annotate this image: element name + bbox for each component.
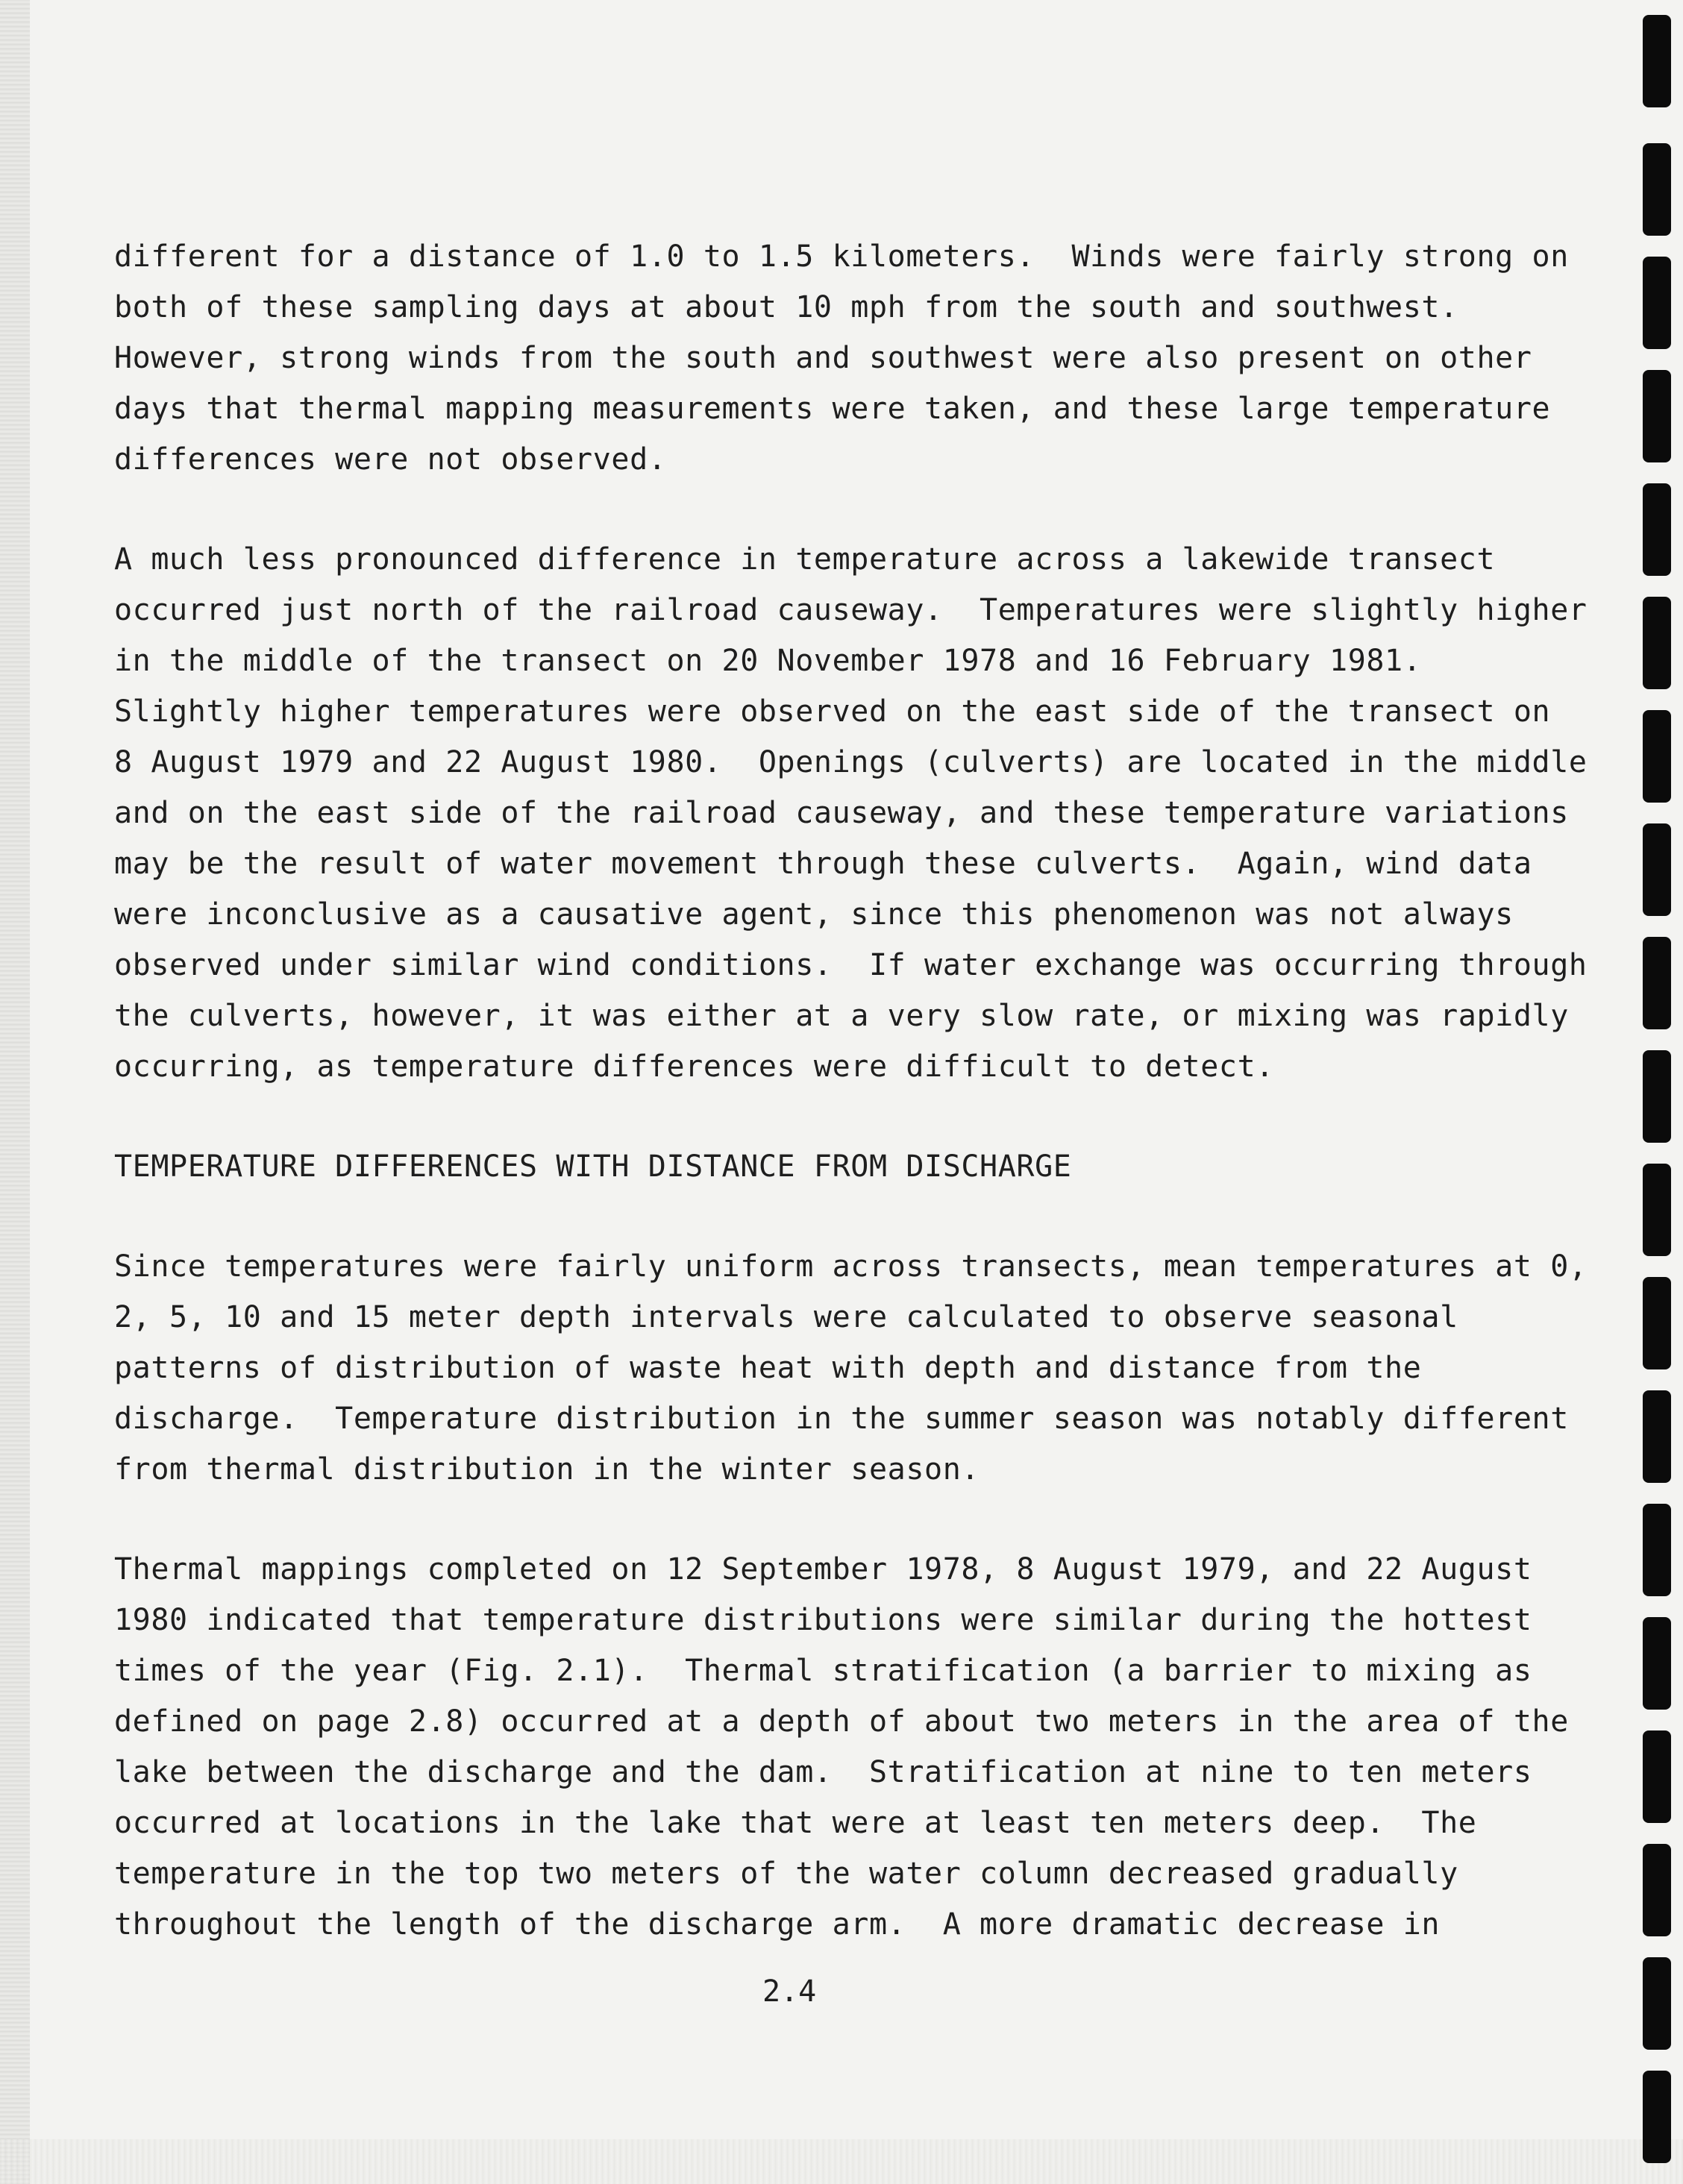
- paragraph-4: [114, 1544, 1569, 1950]
- text-line: Since temperatures were fairly uniform across transects, mean temperatures at 0,: [114, 1249, 1588, 1284]
- page-number: 2.4: [762, 1974, 817, 2009]
- text-line: 2, 5, 10 and 15 meter depth intervals were calculated to observe seasonal: [114, 1300, 1458, 1334]
- text-line: discharge. Temperature distribution in the summer season was notably different: [114, 1402, 1569, 1436]
- punch-hole: [1643, 1050, 1671, 1143]
- punch-hole: [1643, 1504, 1671, 1596]
- text-line: patterns of distribution of waste heat with depth and distance from the: [114, 1351, 1422, 1385]
- paragraph-1: [114, 231, 1569, 485]
- scan-edge-bottom: [0, 2139, 1683, 2184]
- text-line: A much less pronounced difference in temperature across a lakewide transect: [114, 542, 1496, 577]
- text-line: occurred just north of the railroad causeway. Temperatures were slightly higher: [114, 593, 1588, 627]
- punch-hole: [1643, 483, 1671, 576]
- text-line: may be the result of water movement through these culverts. Again, wind data: [114, 847, 1532, 881]
- text-line: occurred at locations in the lake that were at least ten meters deep. The: [114, 1806, 1477, 1840]
- punch-hole: [1643, 1844, 1671, 1936]
- text-line: observed under similar wind conditions. If water exchange was occurring through: [114, 948, 1588, 982]
- paragraph-2: [114, 534, 1588, 1092]
- section-heading: TEMPERATURE DIFFERENCES WITH DISTANCE FROM DISCHARGE: [114, 1149, 1072, 1184]
- text-line: lake between the discharge and the dam. Stratification at nine to ten meters: [114, 1755, 1532, 1789]
- document-body: [114, 231, 1588, 1950]
- text-line: Thermal mappings completed on 12 September 1978, 8 August 1979, and 22 August: [114, 1552, 1532, 1587]
- text-line: in the middle of the transect on 20 November 1978 and 16 February 1981.: [114, 644, 1422, 678]
- punch-hole: [1643, 143, 1671, 236]
- text-line: defined on page 2.8) occurred at a depth of about two meters in the area of the: [114, 1704, 1569, 1739]
- paragraph-3: [114, 1241, 1588, 1495]
- punch-hole: [1643, 1730, 1671, 1823]
- punch-hole: [1643, 710, 1671, 803]
- punch-hole: [1643, 2071, 1671, 2163]
- punch-hole: [1643, 1957, 1671, 2050]
- text-line: the culverts, however, it was either at a very slow rate, or mixing was rapidly: [114, 999, 1569, 1033]
- punch-hole: [1643, 1390, 1671, 1483]
- punch-hole: [1643, 15, 1671, 107]
- text-line: 8 August 1979 and 22 August 1980. Openings (culverts) are located in the middle: [114, 745, 1588, 779]
- text-line: from thermal distribution in the winter season.: [114, 1452, 980, 1487]
- text-line: different for a distance of 1.0 to 1.5 kilometers. Winds were fairly strong on: [114, 239, 1569, 274]
- punch-hole: [1643, 1277, 1671, 1369]
- text-line: Slightly higher temperatures were observed on the east side of the transect on: [114, 694, 1551, 729]
- punch-hole: [1643, 257, 1671, 349]
- text-line: and on the east side of the railroad causeway, and these temperature variations: [114, 796, 1569, 830]
- punch-hole: [1643, 1617, 1671, 1710]
- punch-hole: [1643, 370, 1671, 462]
- text-line: both of these sampling days at about 10 mph from the south and southwest.: [114, 290, 1458, 324]
- text-line: differences were not observed.: [114, 442, 667, 477]
- text-line: However, strong winds from the south and southwest were also present on other: [114, 341, 1532, 375]
- text-line: were inconclusive as a causative agent, since this phenomenon was not always: [114, 897, 1514, 932]
- text-line: occurring, as temperature differences were difficult to detect.: [114, 1049, 1274, 1084]
- scan-edge-left: [0, 0, 30, 2184]
- text-line: throughout the length of the discharge arm. A more dramatic decrease in: [114, 1907, 1441, 1942]
- text-line: 1980 indicated that temperature distributions were similar during the hottest: [114, 1603, 1532, 1637]
- text-line: times of the year (Fig. 2.1). Thermal stratification (a barrier to mixing as: [114, 1654, 1532, 1688]
- text-line: days that thermal mapping measurements were taken, and these large temperature: [114, 392, 1551, 426]
- binder-punch-holes: [1638, 0, 1683, 2184]
- text-line: temperature in the top two meters of the water column decreased gradually: [114, 1857, 1458, 1891]
- punch-hole: [1643, 823, 1671, 916]
- punch-hole: [1643, 937, 1671, 1029]
- punch-hole: [1643, 1164, 1671, 1256]
- punch-hole: [1643, 597, 1671, 689]
